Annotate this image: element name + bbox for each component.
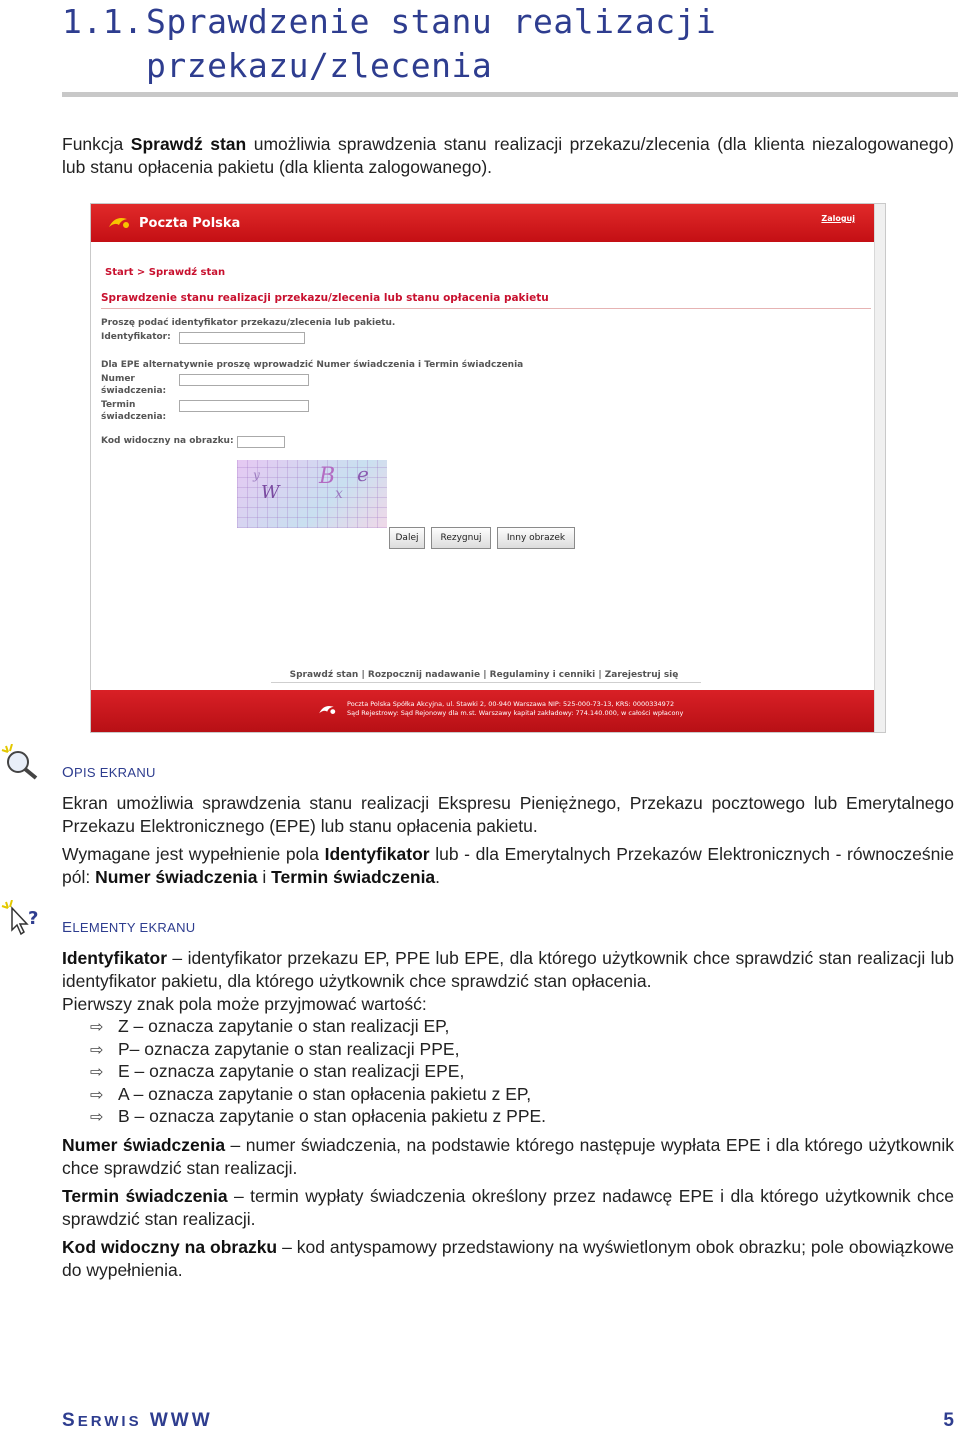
opis-p2-text-1: Wymagane jest wypełnienie pola [62, 844, 325, 864]
list-item-text: A – oznacza zapytanie o stan opłacenia pakietu z EP, [118, 1084, 532, 1104]
opis-p2-bold-3: Termin świadczenia [271, 867, 436, 887]
opis-paragraph-1: Ekran umożliwia sprawdzenia stanu realizacji Ekspresu Pieniężnego, Przekazu pocztowego lub Emerytalnego Przekazu Elektronicznego (EPE) lub stanu opłacenia pakietu. [62, 793, 954, 836]
opis-title-first: O [62, 764, 74, 781]
elementy-title-rest: LEMENTY EKRANU [72, 920, 196, 935]
intro-text-2: umożliwia sprawdzenia stanu realizacji przekazu/zlecenia (dla klienta niezalogowanego) lub stanu opłacenia pakietu (dla klienta zalogowanego). [62, 134, 954, 177]
screenshot-figure [90, 203, 886, 733]
rezygnuj-button[interactable]: Rezygnuj [431, 527, 491, 549]
identyfikator-text: – identyfikator przekazu EP, PPE lub EPE, dla którego użytkownik chce sprawdzić stan realizacji lub identyfikator pakietu, dla którego użytkownik chce sprawdzić stan opłacenia. [62, 948, 954, 991]
section-heading [62, 0, 942, 88]
numer-label [101, 373, 166, 397]
brand-logo [107, 209, 240, 237]
code-label: Kod widoczny na obrazku: [101, 436, 234, 446]
footer-section-name [62, 1410, 213, 1432]
kod-term: Kod widoczny na obrazku [62, 1237, 278, 1257]
footer-legal-line2: Sąd Rejestrowy: Sąd Rejonowy dla m.st. Warszawy kapitał zakładowy: 774.140.000, w całości wpłacony [347, 709, 684, 717]
identyfikator-term: Identyfikator [62, 948, 168, 968]
title-divider [101, 308, 871, 309]
numer-label-line2: świadczenia: [101, 386, 167, 396]
arrow-icon: ⇨ [90, 1087, 104, 1104]
list-item [90, 1015, 449, 1039]
opis-p2-bold-1: Identyfikator [324, 844, 430, 864]
opis-p2-text-2: lub - dla Emerytalnych Przekazów Elektronicznych - równocześnie pól: [62, 844, 955, 887]
footer-nav[interactable]: Sprawdź stan | Rozpocznij nadawanie | Regulaminy i cenniki | Zarejestruj się [289, 670, 679, 680]
footer-divider [271, 682, 701, 683]
arrow-icon: ⇨ [90, 1042, 104, 1059]
svg-text:?: ? [28, 908, 39, 929]
termin-label-line2: świadczenia: [101, 412, 167, 422]
elementy-title [62, 919, 195, 936]
prompt-text: Proszę podać identyfikator przekazu/zlecenia lub pakietu. [101, 318, 396, 328]
numer-text: – numer świadczenia, na podstawie którego następuje wypłata EPE i dla którego użytkownik chce sprawdzić stan realizacji. [62, 1135, 954, 1178]
arrow-icon: ⇨ [90, 1109, 104, 1126]
numer-swiadczenia-input[interactable] [179, 374, 309, 386]
list-item-text: E – oznacza zapytanie o stan realizacji EPE, [118, 1061, 465, 1081]
intro-text-1: Funkcja [62, 134, 131, 154]
opis-title-rest: PIS EKRANU [73, 765, 156, 780]
section-number: 1.1. [62, 2, 144, 41]
poczta-horn-icon [107, 213, 133, 233]
help-pointer-icon [0, 900, 48, 945]
section-title-line1: Sprawdzenie stanu realizacji [146, 2, 717, 41]
termin-description [62, 1185, 954, 1231]
list-item-text: Z – oznacza zapytanie o stan realizacji EP, [118, 1016, 450, 1036]
footer-first-letter: S [62, 1410, 78, 1431]
captcha-char: e [357, 462, 369, 486]
identyfikator-input[interactable] [179, 332, 305, 344]
arrow-icon: ⇨ [90, 1019, 104, 1036]
captcha-char: y [253, 468, 260, 482]
breadcrumb[interactable]: Start > Sprawdź stan [105, 267, 226, 278]
captcha-char: x [335, 486, 343, 502]
identyfikator-label: Identyfikator: [101, 332, 171, 342]
opis-p2-text-4: . [435, 867, 441, 887]
captcha-input[interactable] [237, 436, 285, 448]
opis-title [62, 764, 156, 781]
brand-name: Poczta Polska [139, 215, 241, 231]
captcha-char: B [319, 464, 336, 489]
scrollbar[interactable] [874, 204, 885, 732]
list-item-text: B – oznacza zapytanie o stan opłacenia pakietu z PPE. [118, 1106, 547, 1126]
page-title: Sprawdzenie stanu realizacji przekazu/zlecenia lub stanu opłacenia pakietu [101, 292, 549, 304]
page-number: 5 [943, 1410, 954, 1431]
numer-description [62, 1134, 954, 1180]
captcha-char: W [261, 482, 280, 503]
list-item [90, 1105, 546, 1129]
elementy-title-first: E [62, 919, 73, 936]
opis-p2-bold-2: Numer świadczenia [95, 867, 258, 887]
kod-text: – kod antyspamowy przedstawiony na wyświetlonym obok obrazku; pole obowiązkowe do wypełnienia. [62, 1237, 954, 1280]
login-link[interactable]: Zaloguj [821, 214, 855, 223]
identyfikator-description [62, 947, 954, 993]
footer-bar [91, 690, 877, 733]
termin-label-line1: Termin [101, 400, 136, 410]
poczta-horn-icon [317, 702, 339, 722]
termin-swiadczenia-input[interactable] [179, 400, 309, 412]
footer-www: WWW [149, 1410, 213, 1431]
captcha-image [237, 460, 387, 528]
header-bar [91, 204, 877, 242]
footer-legal [347, 700, 683, 718]
list-item [90, 1083, 531, 1107]
termin-term: Termin świadczenia [62, 1186, 228, 1206]
intro-paragraph [62, 133, 954, 179]
footer-word-rest: ERWIS [77, 1413, 142, 1430]
epe-note: Dla EPE alternatywnie proszę wprowadzić Numer świadczenia i Termin świadczenia [101, 360, 524, 370]
list-item [90, 1038, 459, 1062]
kod-description [62, 1236, 954, 1282]
list-item-text: P– oznacza zapytanie o stan realizacji PPE, [118, 1039, 460, 1059]
section-title-line2: przekazu/zlecenia [146, 46, 493, 85]
opis-p2-text-3: i [257, 867, 272, 887]
footer-legal-line1: Poczta Polska Spółka Akcyjna, ul. Stawki 2, 00-940 Warszawa NIP: 525-000-73-13, KRS: 0000334972 [347, 700, 675, 708]
termin-label [101, 399, 166, 423]
dalej-button[interactable]: Dalej [389, 527, 425, 549]
termin-text: – termin wypłaty świadczenia określony przez nadawcę EPE i dla którego użytkownik chce sprawdzić stan realizacji. [62, 1186, 954, 1229]
arrow-icon: ⇨ [90, 1064, 104, 1081]
heading-divider [62, 92, 958, 97]
numer-term: Numer świadczenia [62, 1135, 226, 1155]
inny-obrazek-button[interactable]: Inny obrazek [497, 527, 575, 549]
opis-paragraph-2 [62, 843, 954, 889]
numer-label-line1: Numer [101, 374, 135, 384]
intro-bold: Sprawdź stan [130, 134, 247, 154]
first-char-intro: Pierwszy znak pola może przyjmować wartość: [62, 994, 427, 1014]
list-item [90, 1060, 464, 1084]
magnifier-icon [0, 744, 48, 789]
